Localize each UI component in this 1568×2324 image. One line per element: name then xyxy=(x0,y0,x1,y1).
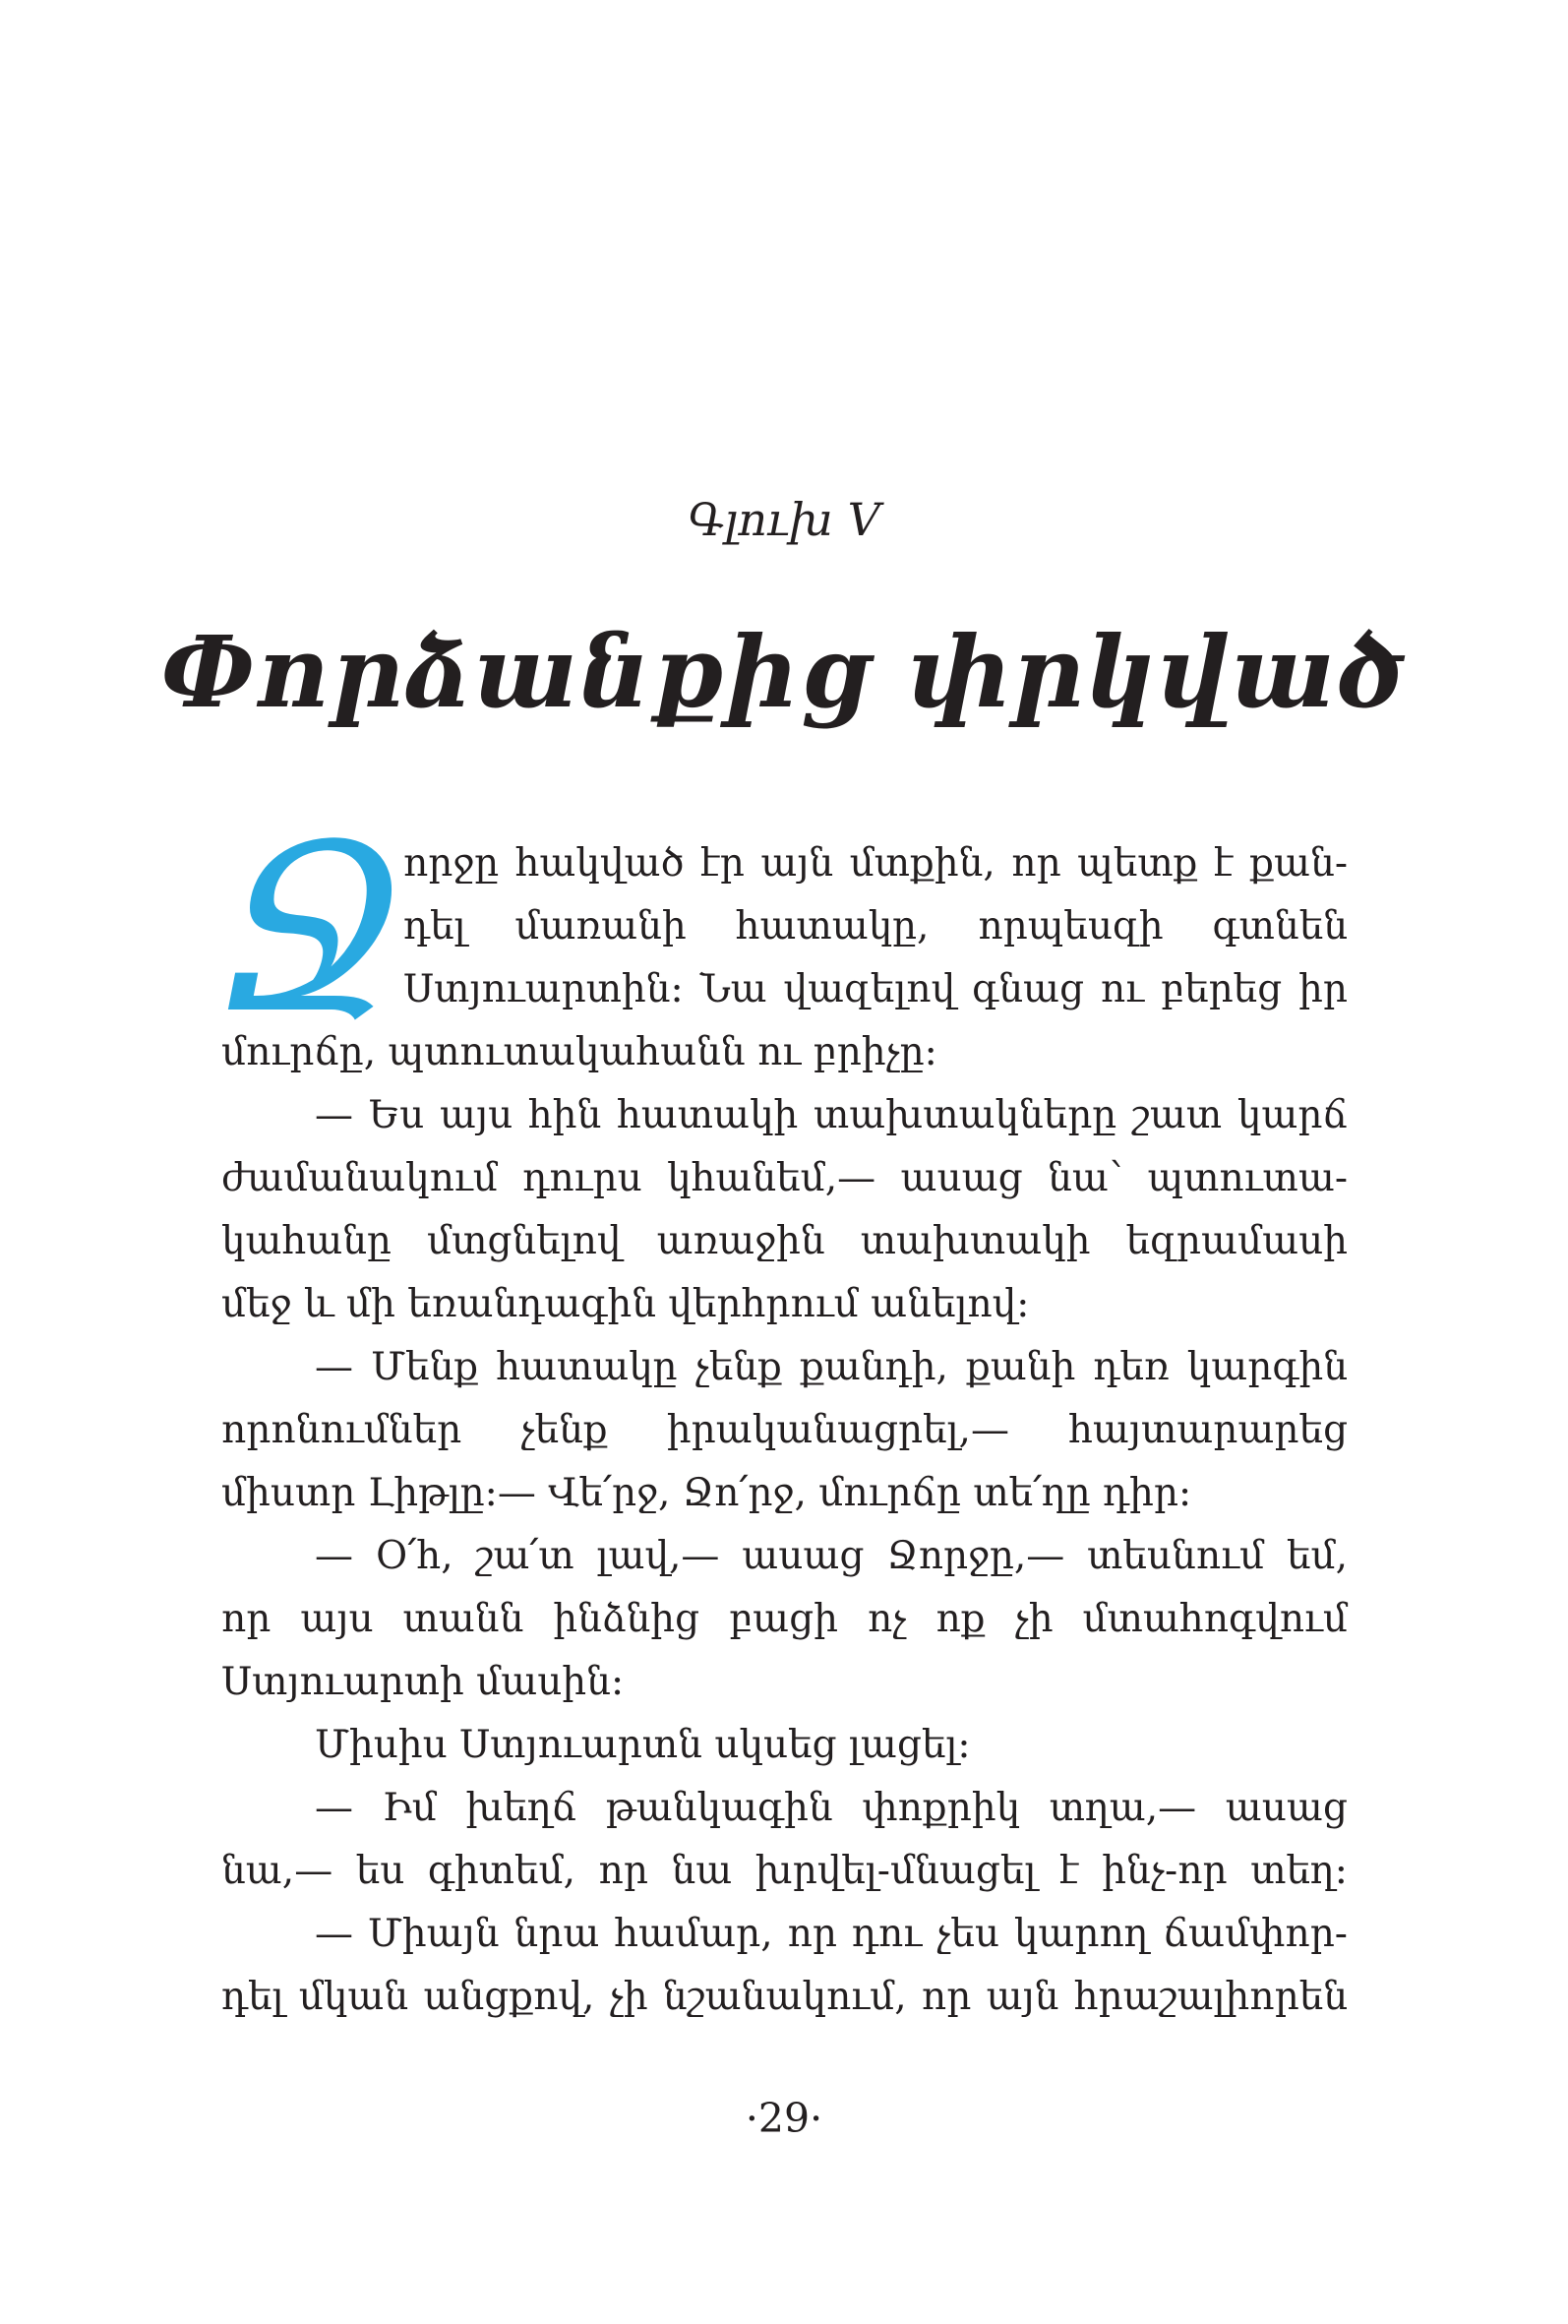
text-line: Ստյուարտի մասին։ xyxy=(221,1660,625,1704)
text-line: — Օ՛հ, շա՛տ լավ,— ասաց Ջորջը,— տեսնում եմ, xyxy=(315,1534,1348,1578)
text-line: Ստյուարտին։ Նա վազելով գնաց ու բերեց իր xyxy=(403,967,1348,1011)
drop-cap-letter: Ջ xyxy=(218,796,411,1065)
text-line: միստր Լիթլը։— Վե՛րջ, Ջո՛րջ, մուրճը տե՛ղը դիր։ xyxy=(221,1471,1192,1515)
chapter-label: Գլուխ V xyxy=(688,493,880,546)
text-line: կահանը մտցնելով առաջին տախտակի եզրամասի xyxy=(221,1219,1348,1263)
body-text xyxy=(218,796,1348,2029)
text-line: — Մենք հատակը չենք քանդի, քանի դեռ կարգին xyxy=(315,1345,1348,1389)
chapter-title: Փորձանքից փրկված xyxy=(160,614,1408,730)
text-line: մեջ և մի եռանդագին վերհրում անելով։ xyxy=(221,1282,1030,1326)
text-line: որոնումներ չենք իրականացրել,— հայտարարեց xyxy=(221,1408,1348,1452)
text-line: ժամանակում դուրս կհանեմ,— ասաց նա՝ պտուտա- xyxy=(221,1156,1348,1200)
text-line: դել մկան անցքով, չի նշանակում, որ այն հրաշալիորեն xyxy=(221,1975,1348,2019)
text-line: — Իմ խեղճ թանկագին փոքրիկ տղա,— ասաց xyxy=(315,1786,1348,1830)
page-number: ·29· xyxy=(745,2095,823,2142)
text-line: դել մառանի հատակը, որպեսզի գտնեն xyxy=(403,904,1348,948)
text-line: որջը հակված էր այն մտքին, որ պետք է քան- xyxy=(403,841,1348,886)
text-line: — Միայն նրա համար, որ դու չես կարող ճամփոր- xyxy=(315,1912,1348,1956)
text-line: Միսիս Ստյուարտն սկսեց լացել։ xyxy=(315,1723,971,1767)
text-line: մուրճը, պտուտակահանն ու բրիչը։ xyxy=(221,1030,937,1074)
text-line: — Ես այս հին հատակի տախտակները շատ կարճ xyxy=(315,1093,1348,1137)
text-line: որ այս տանն ինձնից բացի ոչ ոք չի մտահոգվում xyxy=(221,1597,1348,1641)
text-line: նա,— ես գիտեմ, որ նա խրվել-մնացել է ինչ-որ տեղ։ xyxy=(221,1849,1348,1893)
